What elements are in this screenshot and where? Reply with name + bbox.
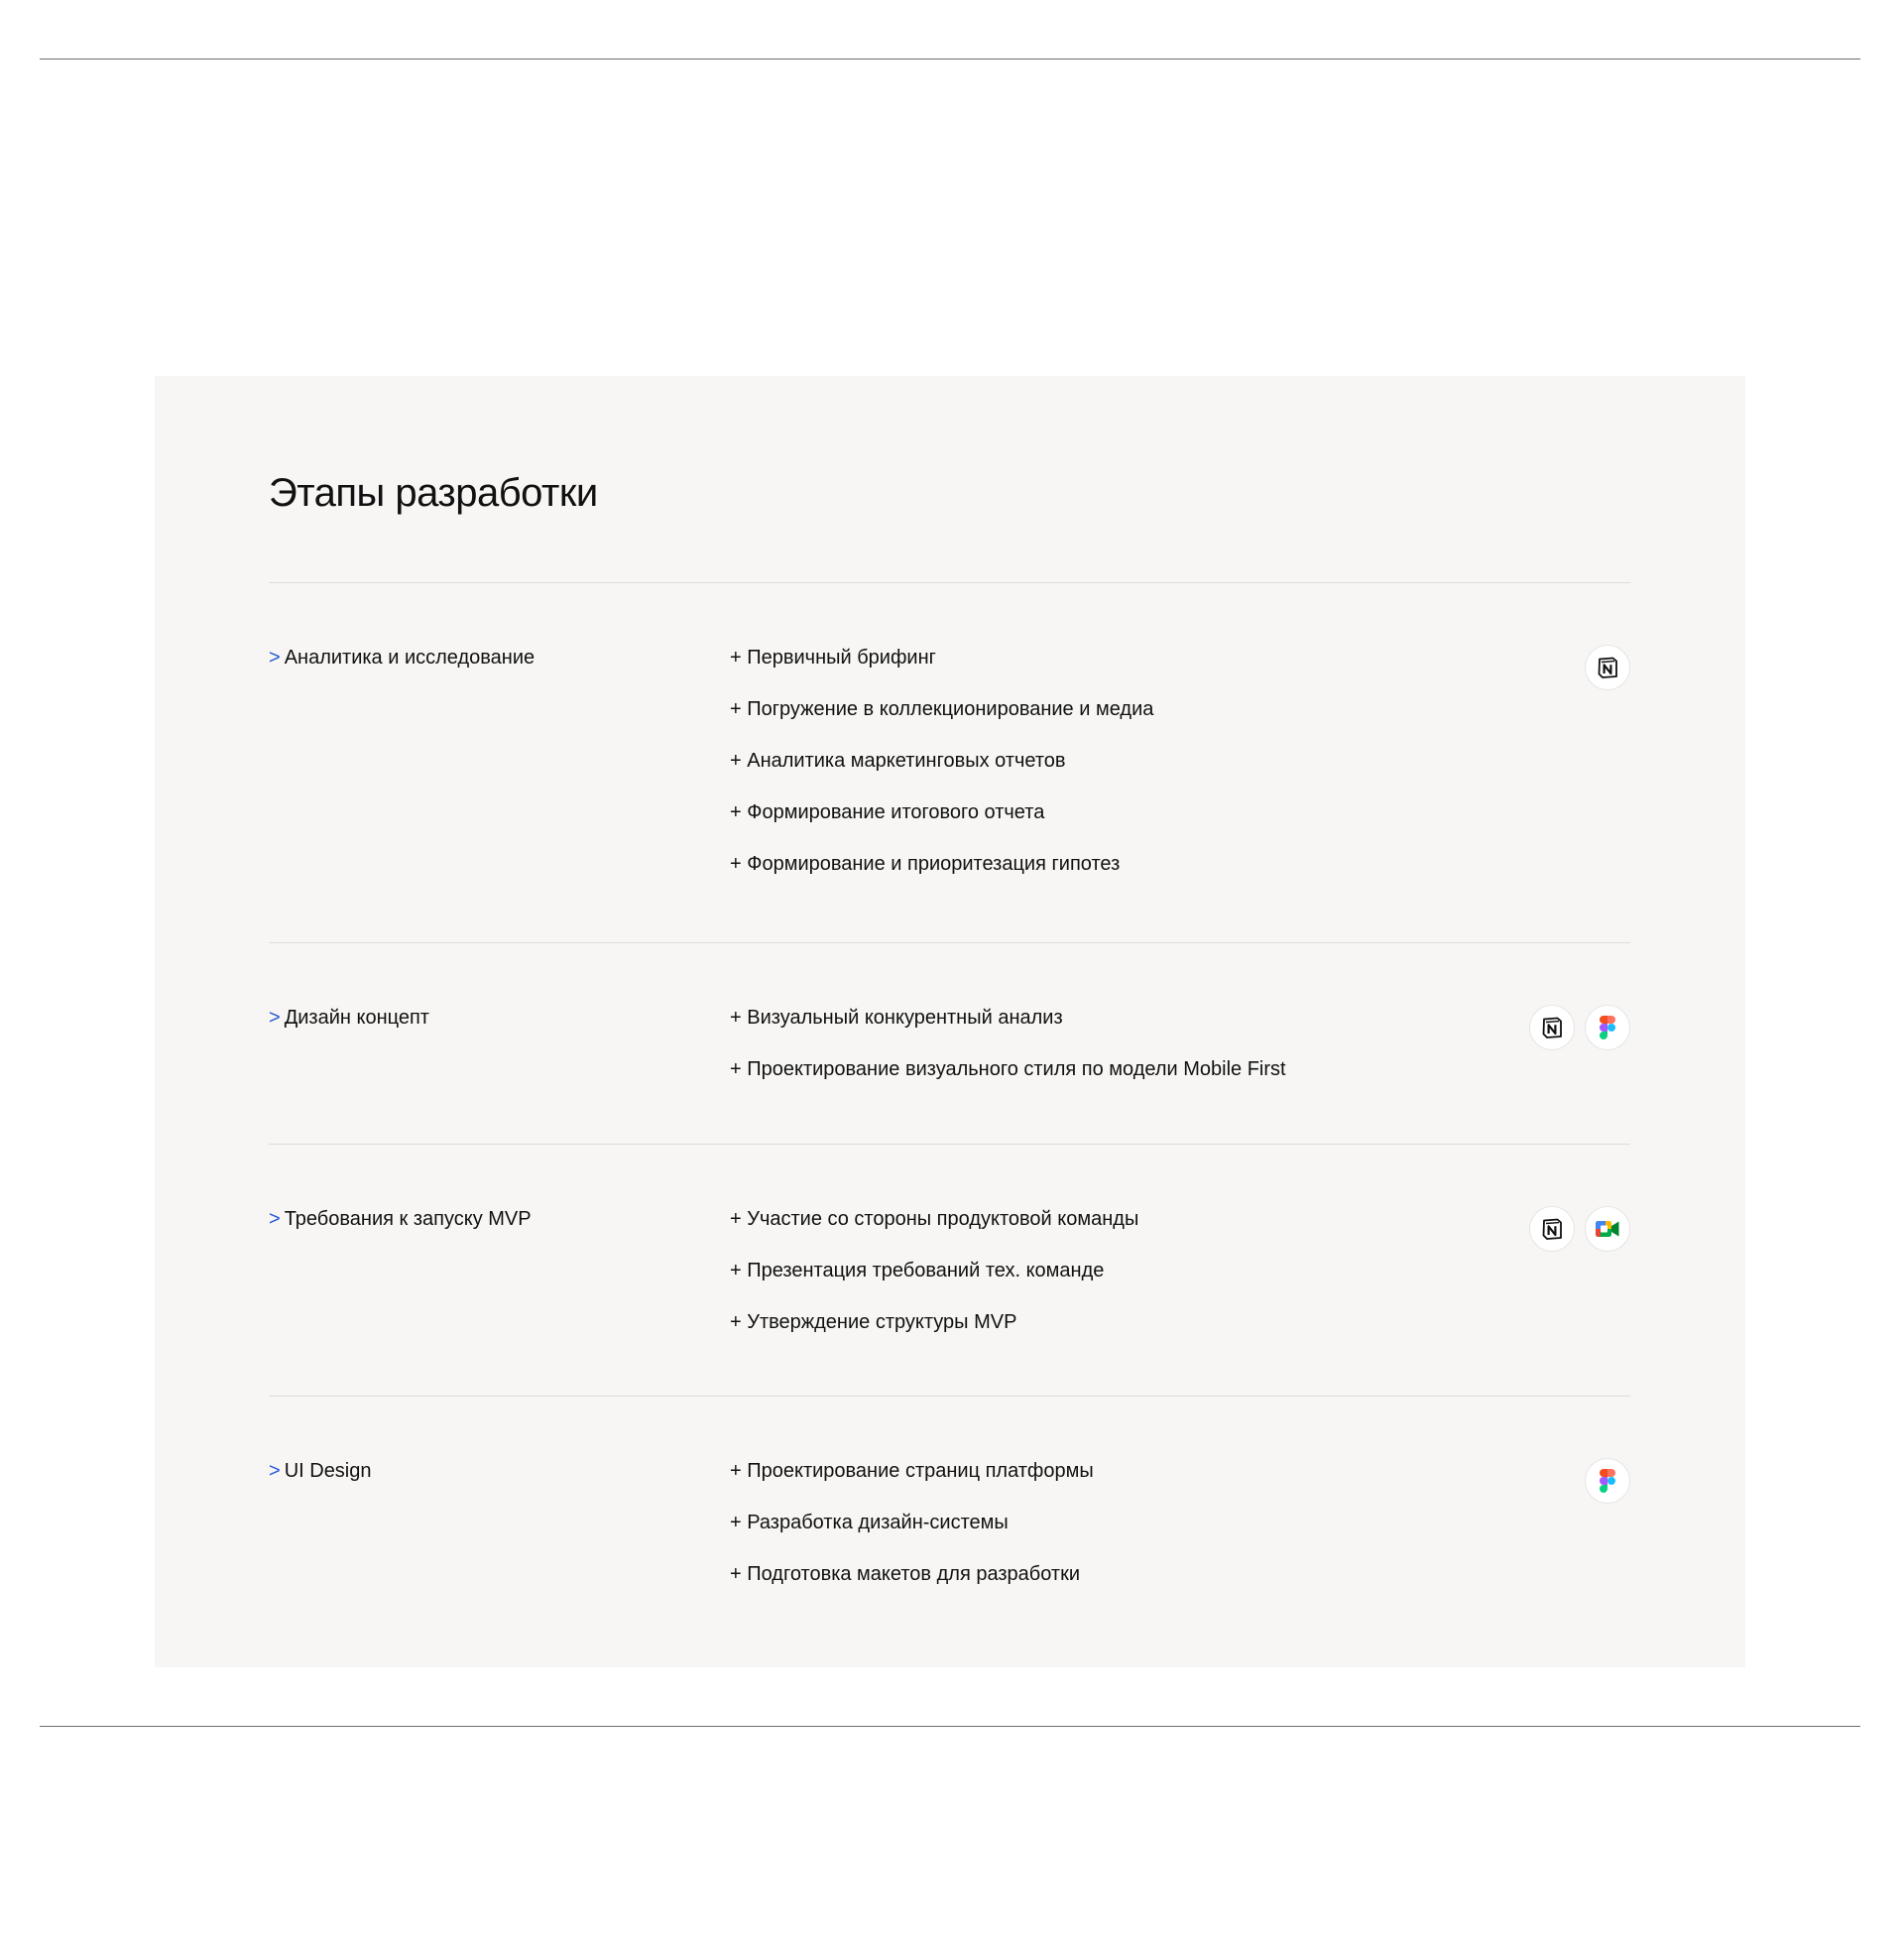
task-item: + Первичный брифинг xyxy=(730,647,936,669)
notion-icon xyxy=(1585,645,1630,690)
task-list xyxy=(730,1003,1286,1106)
task-item: + Формирование итогового отчета xyxy=(730,801,1045,823)
task-item: + Проектирование страниц платформы xyxy=(730,1460,1094,1482)
google-meet-icon xyxy=(1585,1206,1630,1252)
stage-row-analytics xyxy=(269,582,1630,942)
stages-list xyxy=(269,582,1630,1644)
task-list xyxy=(730,643,1153,901)
stage-title xyxy=(269,1003,429,1033)
stage-row-ui-design xyxy=(269,1396,1630,1644)
arrow-right-icon: > xyxy=(269,1460,281,1482)
arrow-right-icon: > xyxy=(269,1208,281,1230)
task-item: + Формирование и приоритезация гипотез xyxy=(730,853,1121,875)
stage-title-text: Аналитика и исследование xyxy=(284,647,536,669)
task-item: + Аналитика маркетинговых отчетов xyxy=(730,750,1066,772)
task-item: + Проектирование визуального стиля по модели Mobile First xyxy=(730,1058,1286,1080)
stage-title xyxy=(269,643,535,672)
task-item: + Утверждение структуры MVP xyxy=(730,1311,1017,1333)
tools-group xyxy=(1585,1458,1630,1504)
task-list xyxy=(730,1456,1094,1611)
task-item: + Разработка дизайн-системы xyxy=(730,1512,1009,1533)
task-item: + Участие со стороны продуктовой команды xyxy=(730,1208,1139,1230)
task-item: + Презентация требований тех. команде xyxy=(730,1260,1105,1281)
tools-group xyxy=(1529,1206,1630,1252)
stage-title xyxy=(269,1456,372,1486)
stage-title-text: Дизайн концепт xyxy=(284,1007,429,1029)
figma-icon xyxy=(1585,1005,1630,1050)
stage-title-text: Требования к запуску MVP xyxy=(284,1208,532,1230)
task-item: + Подготовка макетов для разработки xyxy=(730,1563,1080,1585)
stage-title-text: UI Design xyxy=(284,1460,372,1482)
notion-icon xyxy=(1529,1005,1575,1050)
task-item: + Визуальный конкурентный анализ xyxy=(730,1007,1063,1029)
figma-icon xyxy=(1585,1458,1630,1504)
notion-icon xyxy=(1529,1206,1575,1252)
bottom-divider xyxy=(40,1726,1860,1727)
top-divider xyxy=(40,59,1860,60)
section-title: Этапы разработки xyxy=(269,471,598,515)
development-stages-card xyxy=(155,376,1745,1667)
tools-group xyxy=(1585,645,1630,690)
stage-title xyxy=(269,1204,532,1234)
arrow-right-icon: > xyxy=(269,1007,281,1029)
task-list xyxy=(730,1204,1138,1359)
arrow-right-icon: > xyxy=(269,647,281,669)
stage-row-mvp-requirements xyxy=(269,1144,1630,1396)
stage-row-design-concept xyxy=(269,942,1630,1144)
tools-group xyxy=(1529,1005,1630,1050)
task-item: + Погружение в коллекционирование и медиа xyxy=(730,698,1154,720)
